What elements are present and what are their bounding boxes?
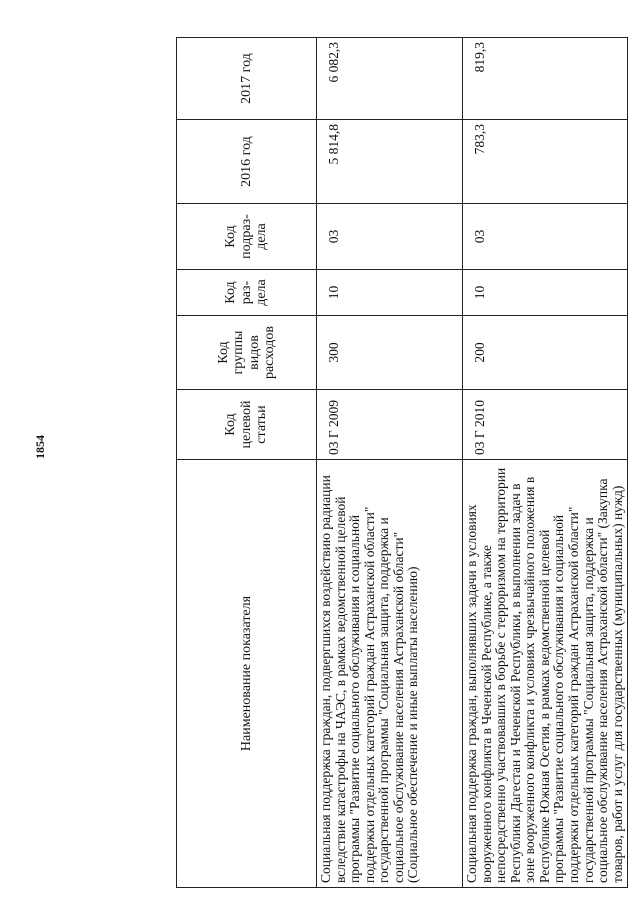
row-section-code: 10 <box>463 270 628 316</box>
table-header-row <box>177 38 317 888</box>
row-name: Социальная поддержка граждан, выполнявших задачи в условиях вооруженного конфликта в Чеченской Республике, а также непосредственно участвовавших в борьбе с терроризмом на территории Республики Дагестан и Чеченской Республики, в выполнении задач в зоне вооруженного конфликта и условиях чрезвычайного положения в Республике Южная Осетия, в рамках ведомственной целевой программы "Развитие социального обслуживания и социальной поддержки отдельных категорий граждан Астраханской области" государственной программы "Социальная защита, поддержка и социальное обслуживание населения Астраханской области" (Закупка товаров, работ и услуг для государственных (муниципальных) нужд) <box>463 460 628 888</box>
row-name: Социальная поддержка граждан, подвергшихся воздействию радиации вследствие катастрофы на ЧАЭС, в рамках ведомственной целевой программы "Развитие социального обслуживания и социальной поддержки отдельных категорий граждан Астраханской области" государственной программы "Социальная защита, поддержка и социальное обслуживание населения Астраханской области" (Социальное обеспечение и иные выплаты населению) <box>317 460 463 888</box>
header-group: Код группы видов расходов <box>177 316 317 390</box>
row-value-2017: 819,3 <box>463 38 628 120</box>
header-target: Код целевой статьи <box>177 390 317 460</box>
header-year-2016: 2016 год <box>177 120 317 204</box>
row-section-code: 10 <box>317 270 463 316</box>
table-row <box>463 38 628 888</box>
row-group-code: 200 <box>463 316 628 390</box>
rotated-table-container <box>176 38 624 888</box>
header-name: Наименование показателя <box>177 460 317 888</box>
row-target-code: 03 Г 2010 <box>463 390 628 460</box>
header-section: Код раз-дела <box>177 270 317 316</box>
header-subsection: Код подраз-дела <box>177 204 317 270</box>
row-subsection-code: 03 <box>317 204 463 270</box>
budget-table <box>176 37 628 888</box>
row-value-2017: 6 082,3 <box>317 38 463 120</box>
row-group-code: 300 <box>317 316 463 390</box>
row-value-2016: 783,3 <box>463 120 628 204</box>
header-year-2017: 2017 год <box>177 38 317 120</box>
page-number: 1854 <box>33 435 47 459</box>
row-subsection-code: 03 <box>463 204 628 270</box>
row-target-code: 03 Г 2009 <box>317 390 463 460</box>
row-value-2016: 5 814,8 <box>317 120 463 204</box>
table-row <box>317 38 463 888</box>
